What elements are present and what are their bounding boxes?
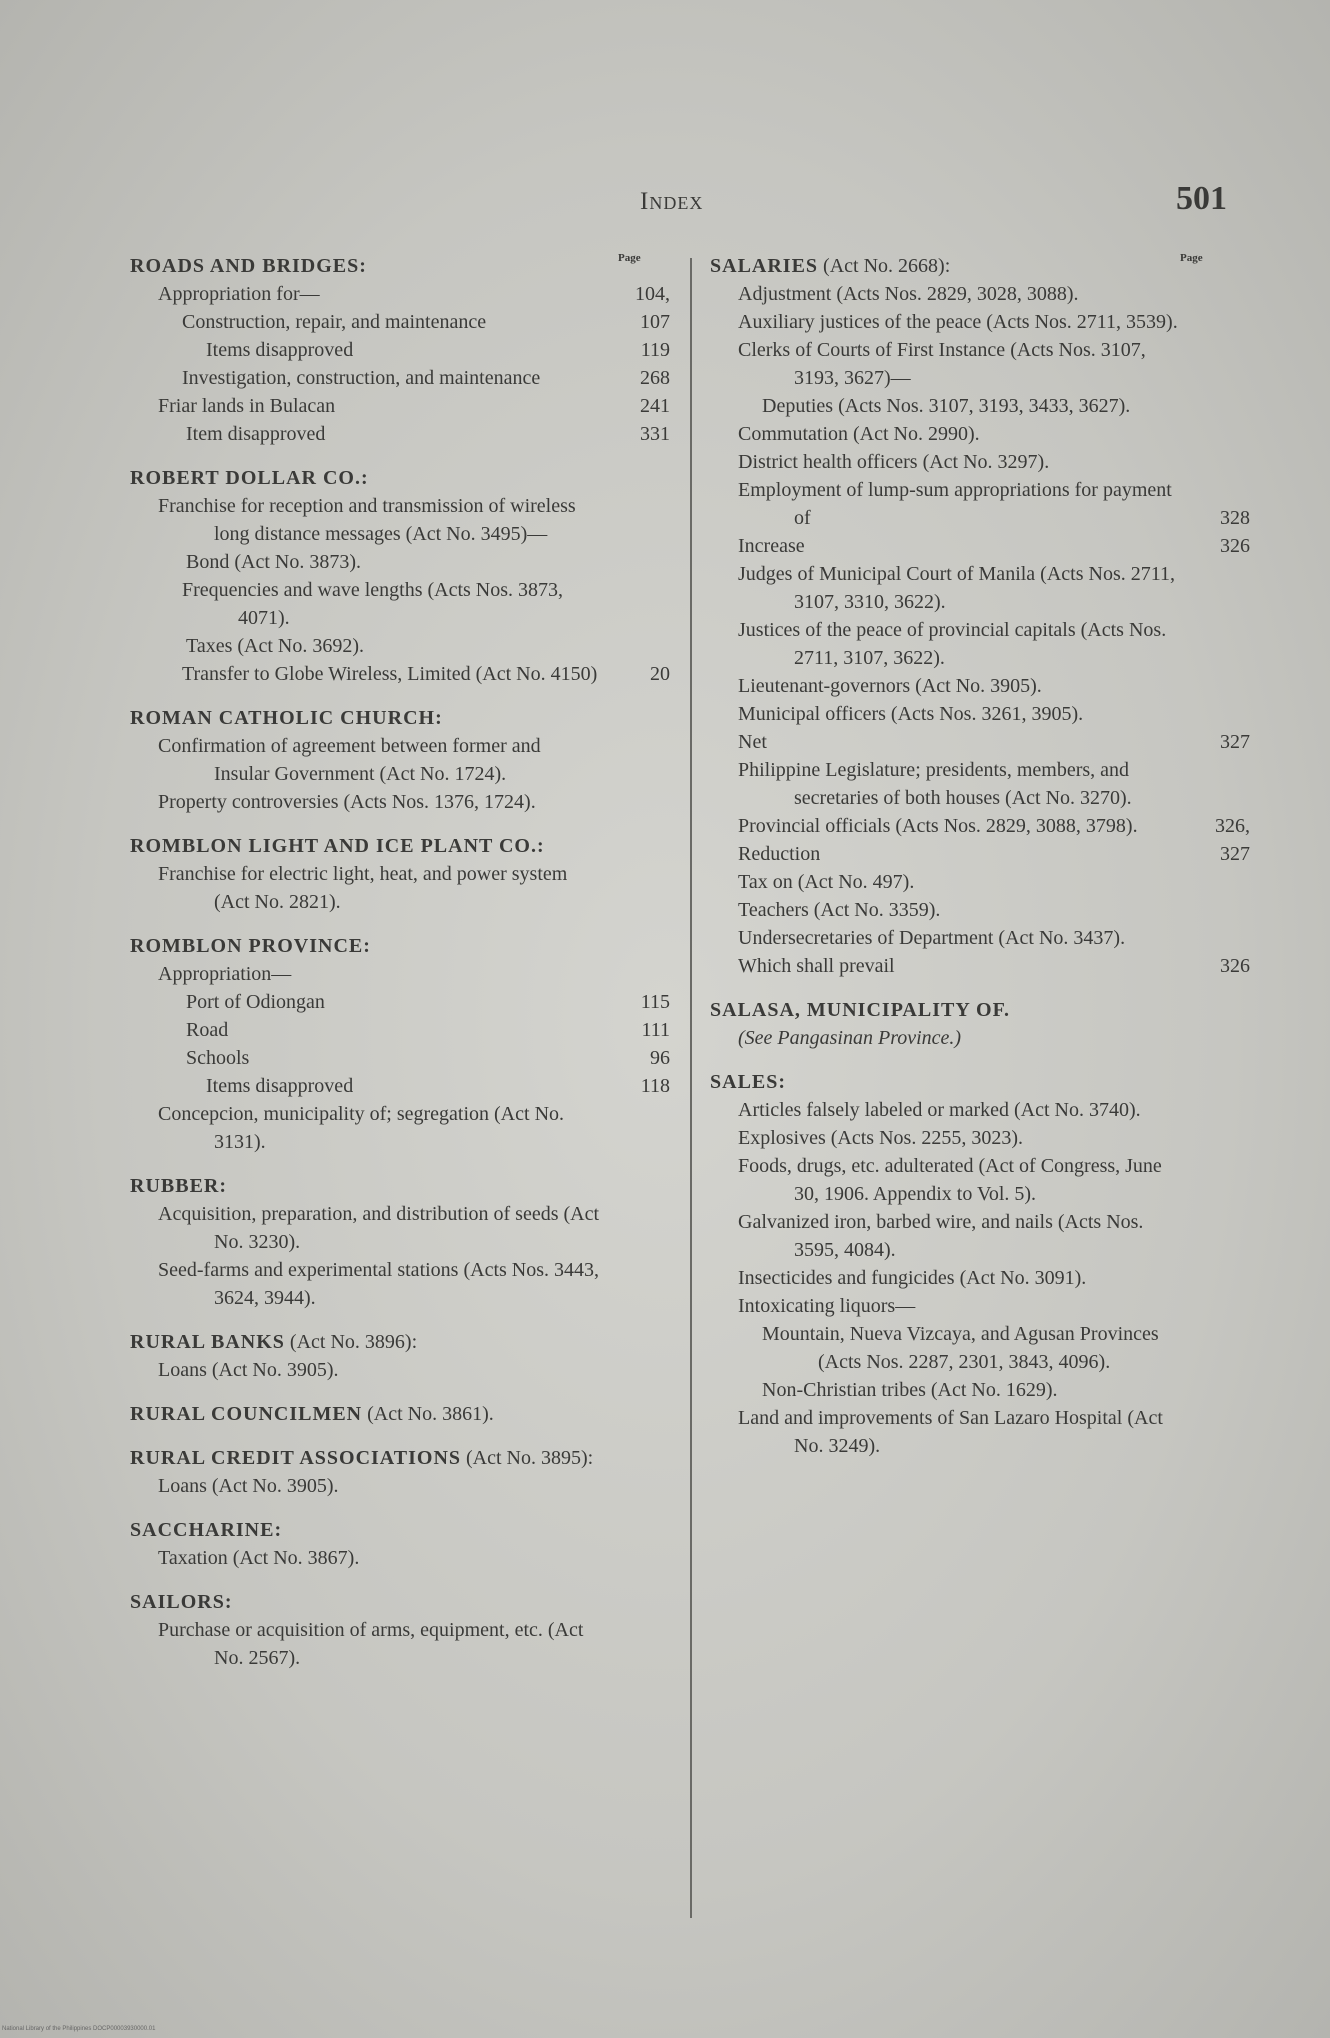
index-entry <box>130 1172 670 1312</box>
subentry <box>710 728 1250 756</box>
subentry-page-ref: 104, 107 <box>635 283 670 333</box>
subentry-text: Foods, drugs, etc. adulterated (Act of Congress, June 30, 1906. Appendix to Vol. 5). <box>738 1155 1162 1205</box>
subentry-text: Reduction <box>738 843 821 865</box>
subentry-text: Which shall prevail <box>738 955 895 977</box>
subentry <box>738 756 1250 812</box>
subentry-page-ref: 326 <box>1220 955 1250 977</box>
entry-heading <box>710 1068 1250 1096</box>
subentry-text: Friar lands in Bulacan <box>158 395 336 417</box>
subentry <box>710 672 1250 700</box>
subentry <box>738 1264 1250 1292</box>
subentry-text: Property controversies (Acts Nos. 1376, 1724). <box>158 791 536 813</box>
entry-heading-rest: (Act No. 3861). <box>362 1403 494 1425</box>
subentry-page-ref: 268 <box>640 367 670 389</box>
subentry-text: Articles falsely labeled or marked (Act No. 3740). <box>738 1099 1141 1121</box>
subentry-page-ref: 326 <box>1220 535 1250 557</box>
subentry-page-ref: 119 <box>640 339 670 361</box>
subentry <box>130 1044 670 1072</box>
subentry-text: Item disapproved <box>186 423 326 445</box>
subentry <box>710 868 1250 896</box>
subentry-text: District health officers (Act No. 3297). <box>738 451 1050 473</box>
column-divider <box>690 258 692 1918</box>
subentry <box>130 392 670 420</box>
entry-heading <box>130 464 670 492</box>
subentry-text: Construction, repair, and maintenance <box>182 311 487 333</box>
subentry <box>182 660 670 688</box>
index-entry <box>130 704 670 816</box>
subentry-text: Deputies (Acts Nos. 3107, 3193, 3433, 3627). <box>762 395 1131 417</box>
subentry-text: Explosives (Acts Nos. 2255, 3023). <box>738 1127 1023 1149</box>
subentry <box>158 1256 670 1312</box>
index-entry <box>130 1400 670 1428</box>
subentry <box>710 532 1250 560</box>
subentry-text: Confirmation of agreement between former and Insular Government (Act No. 1724). <box>158 735 541 785</box>
subentry-text: Insecticides and fungicides (Act No. 3091). <box>738 1267 1087 1289</box>
entry-heading-text: ROMAN CATHOLIC CHURCH: <box>130 707 443 729</box>
subentry-text: Justices of the peace of provincial capitals (Acts Nos. 2711, 3107, 3622). <box>738 619 1167 669</box>
subentry <box>158 860 670 916</box>
entry-heading-text: SALARIES <box>710 255 819 277</box>
see-reference: (See Pangasinan Province.) <box>738 1027 962 1049</box>
subentry-page-ref: 115 <box>640 991 670 1013</box>
entry-heading <box>710 996 1250 1024</box>
subentry <box>130 1544 670 1572</box>
subentry-text: Non-Christian tribes (Act No. 1629). <box>762 1379 1058 1401</box>
page-column-label: Page <box>1180 252 1203 264</box>
entry-heading <box>130 1400 670 1428</box>
subentry <box>710 896 1250 924</box>
subentry-text: Tax on (Act No. 497). <box>738 871 915 893</box>
entry-heading-text: ROMBLON LIGHT AND ICE PLANT CO.: <box>130 835 545 857</box>
subentry-text: Judges of Municipal Court of Manila (Acts Nos. 2711, 3107, 3310, 3622). <box>738 563 1175 613</box>
entry-heading-text: ROADS AND BRIDGES: <box>130 255 367 277</box>
subentry-text: Lieutenant-governors (Act No. 3905). <box>738 675 1042 697</box>
subentry <box>158 1200 670 1256</box>
subentry <box>158 492 670 548</box>
subentry-text: Increase <box>738 535 805 557</box>
entry-heading <box>130 1172 670 1200</box>
running-head-title: Index <box>640 188 704 215</box>
subentry <box>738 616 1250 672</box>
subentry <box>738 336 1250 392</box>
subentry-text: Loans (Act No. 3905). <box>158 1359 339 1381</box>
page-column-label: Page <box>618 252 641 264</box>
subentry-text: Appropriation for— <box>158 283 320 305</box>
subentry <box>738 812 1250 840</box>
subentry-text: Adjustment (Acts Nos. 2829, 3028, 3088). <box>738 283 1079 305</box>
subentry <box>738 280 1250 308</box>
subentry <box>158 1100 670 1156</box>
subentry-text: Franchise for reception and transmission of wireless long distance messages (Act No. 3495)— <box>158 495 576 545</box>
subentry-page-ref: 326, 327 <box>1215 815 1250 865</box>
subentry-page-ref: 328 <box>1220 507 1250 529</box>
subentry <box>182 364 670 392</box>
subentry <box>130 988 670 1016</box>
index-entry <box>130 1588 670 1672</box>
entry-heading <box>130 252 670 280</box>
subentry <box>182 576 670 632</box>
subentry-text: Taxes (Act No. 3692). <box>186 635 364 657</box>
subentry-text: Items disapproved <box>206 1075 354 1097</box>
entry-heading <box>130 1516 670 1544</box>
right-column <box>710 252 1250 1476</box>
subentry-text: Provincial officials (Acts Nos. 2829, 3088, 3798). <box>738 815 1138 837</box>
subentry <box>130 548 670 576</box>
subentry-text: Commutation (Act No. 2990). <box>738 423 980 445</box>
entry-heading-text: RURAL BANKS <box>130 1331 285 1353</box>
index-entry <box>130 464 670 688</box>
subentry-text: Net <box>738 731 767 753</box>
subentry-text: Philippine Legislature; presidents, members, and secretaries of both houses (Act No. 3270). <box>738 759 1132 809</box>
subentry-page-ref: 118 <box>640 1075 670 1097</box>
subentry <box>130 1356 670 1384</box>
subentry-text: Items disapproved <box>206 339 354 361</box>
entry-heading-rest: (Act No. 3895): <box>461 1447 594 1469</box>
subentry <box>762 1320 1250 1376</box>
index-entry <box>130 1444 670 1500</box>
entry-heading <box>130 704 670 732</box>
subentry-text: Appropriation— <box>158 963 292 985</box>
entry-heading-text: RUBBER: <box>130 1175 228 1197</box>
subentry-text: Intoxicating liquors— <box>738 1295 916 1317</box>
index-entry <box>130 932 670 1156</box>
subentry <box>738 1404 1250 1460</box>
left-column <box>130 252 670 1688</box>
subentry-text: Galvanized iron, barbed wire, and nails (Acts Nos. 3595, 4084). <box>738 1211 1144 1261</box>
index-entry <box>130 252 670 448</box>
subentry <box>130 1016 670 1044</box>
subentry-page-ref: 20 <box>650 663 670 685</box>
subentry <box>738 448 1250 476</box>
subentry <box>762 1376 1250 1404</box>
subentry-text: Concepcion, municipality of; segregation (Act No. 3131). <box>158 1103 565 1153</box>
subentry-text: Mountain, Nueva Vizcaya, and Agusan Provinces (Acts Nos. 2287, 2301, 3843, 4096). <box>762 1323 1159 1373</box>
subentry-text: Investigation, construction, and maintenance <box>182 367 541 389</box>
subentry-text: Teachers (Act No. 3359). <box>738 899 941 921</box>
subentry <box>738 476 1250 532</box>
subentry-text: Auxiliary justices of the peace (Acts Nos. 2711, 3539). <box>738 311 1178 333</box>
entry-heading-text: RURAL CREDIT ASSOCIATIONS <box>130 1447 462 1469</box>
subentry-text: Frequencies and wave lengths (Acts Nos. 3873, 4071). <box>182 579 564 629</box>
index-entry <box>710 252 1250 980</box>
index-entry <box>130 1516 670 1572</box>
subentry-text: Franchise for electric light, heat, and power system (Act No. 2821). <box>158 863 568 913</box>
entry-heading <box>130 832 670 860</box>
subentry-text: Undersecretaries of Department (Act No. 3437). <box>738 927 1126 949</box>
entry-heading <box>130 1444 670 1472</box>
subentry <box>130 280 670 308</box>
subentry-text: Schools <box>186 1047 250 1069</box>
subentry-text: Land and improvements of San Lazaro Hospital (Act No. 3249). <box>738 1407 1163 1457</box>
subentry-page-ref: 331 <box>640 423 670 445</box>
subentry-text: Acquisition, preparation, and distribution of seeds (Act No. 3230). <box>158 1203 600 1253</box>
subentry <box>738 1152 1250 1208</box>
subentry <box>738 1096 1250 1124</box>
subentry <box>738 700 1250 728</box>
subentry <box>738 924 1250 952</box>
subentry-text: Loans (Act No. 3905). <box>158 1475 339 1497</box>
subentry <box>710 1124 1250 1152</box>
subentry-text: Municipal officers (Acts Nos. 3261, 3905). <box>738 703 1084 725</box>
subentry <box>130 336 670 364</box>
subentry <box>710 1292 1250 1320</box>
subentry-text: Taxation (Act No. 3867). <box>158 1547 360 1569</box>
entry-heading-rest: (Act No. 2668): <box>818 255 951 277</box>
entry-heading <box>710 252 1250 280</box>
library-footer: National Library of the Philippines DOCP00003930000.01 <box>2 2026 156 2032</box>
subentry <box>762 392 1250 420</box>
index-entry <box>130 1328 670 1384</box>
subentry-page-ref: 327 <box>1220 731 1250 753</box>
subentry-text: Bond (Act No. 3873). <box>186 551 361 573</box>
entry-heading-text: SAILORS: <box>130 1591 233 1613</box>
subentry <box>158 788 670 816</box>
entry-heading-text: SACCHARINE: <box>130 1519 283 1541</box>
subentry <box>130 632 670 660</box>
entry-heading <box>130 1588 670 1616</box>
index-entry <box>130 832 670 916</box>
subentry <box>158 1616 670 1672</box>
subentry-text: Clerks of Courts of First Instance (Acts Nos. 3107, 3193, 3627)— <box>738 339 1146 389</box>
index-entry <box>710 996 1250 1052</box>
subentry <box>130 1072 670 1100</box>
subentry <box>710 420 1250 448</box>
subentry <box>130 960 670 988</box>
subentry-text: Port of Odiongan <box>186 991 325 1013</box>
entry-heading <box>130 1328 670 1356</box>
entry-heading-text: SALASA, MUNICIPALITY OF. <box>710 999 1010 1021</box>
subentry <box>158 732 670 788</box>
subentry <box>738 308 1250 336</box>
entry-heading-text: ROMBLON PROVINCE: <box>130 935 371 957</box>
subentry-text: Employment of lump-sum appropriations for payment of <box>738 479 1172 529</box>
entry-heading-text: RURAL COUNCILMEN <box>130 1403 363 1425</box>
subentry-text: Transfer to Globe Wireless, Limited (Act No. 4150) <box>182 663 598 685</box>
subentry <box>738 1208 1250 1264</box>
subentry-text: Road <box>186 1019 229 1041</box>
subentry-text: Purchase or acquisition of arms, equipment, etc. (Act No. 2567). <box>158 1619 584 1669</box>
right-entry-list <box>710 252 1250 1460</box>
entry-heading-text: ROBERT DOLLAR CO.: <box>130 467 369 489</box>
subentry <box>130 420 670 448</box>
subentry-page-ref: 111 <box>641 1019 670 1041</box>
subentry-text: Seed-farms and experimental stations (Acts Nos. 3443, 3624, 3944). <box>158 1259 600 1309</box>
index-entry <box>710 1068 1250 1460</box>
left-entry-list <box>130 252 670 1672</box>
entry-heading-rest: (Act No. 3896): <box>284 1331 418 1353</box>
subentry <box>130 1472 670 1500</box>
page-number: 501 <box>1176 180 1227 217</box>
entry-heading <box>130 932 670 960</box>
subentry-page-ref: 96 <box>650 1047 670 1069</box>
subentry-page-ref: 241 <box>640 395 670 417</box>
subentry <box>710 952 1250 980</box>
subentry <box>738 560 1250 616</box>
entry-heading-text: SALES: <box>710 1071 787 1093</box>
